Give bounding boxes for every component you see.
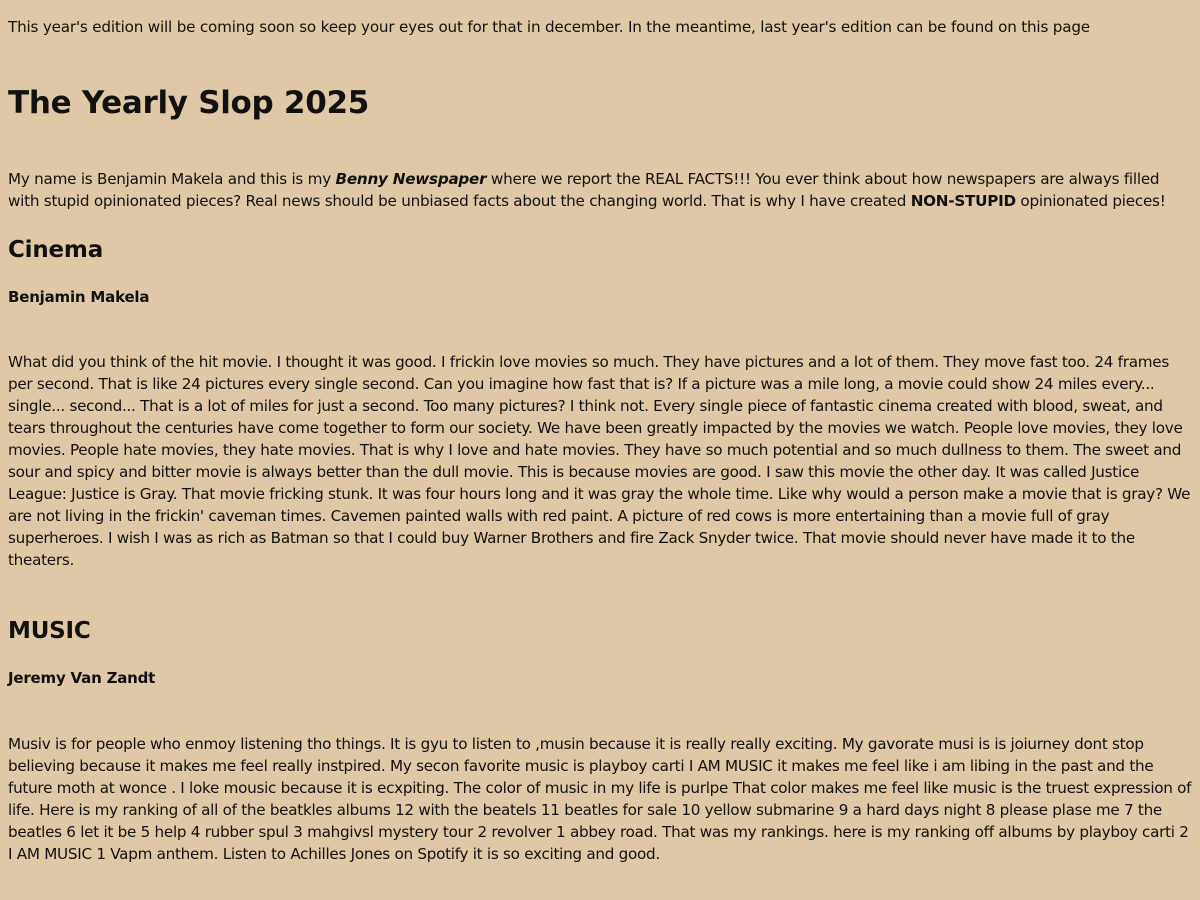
intro-text-3: opinionated pieces! bbox=[1015, 192, 1166, 210]
intro-emphasis: NON-STUPID bbox=[910, 192, 1016, 210]
intro-text-2: where we report the REAL FACTS!!! You ever think about how newspapers are always filled with stupid opinionated pieces? Real news should be unbiased facts about the changing world. That is why I have created bbox=[8, 170, 1160, 210]
intro-text-1: My name is Benjamin Makela and this is my bbox=[8, 170, 336, 188]
edition-notice: This year's edition will be coming soon so keep your eyes out for that in december. In the meantime, last year's edition can be found on this page bbox=[8, 18, 1090, 36]
page-title: The Yearly Slop 2025 bbox=[8, 85, 370, 121]
section-title-cinema: Cinema bbox=[8, 237, 104, 263]
article-author-cinema: Benjamin Makela bbox=[8, 288, 150, 306]
article-body-music: Musiv is for people who enmoy listening tho things. It is gyu to listen to ,musin because it is really really exciting. My gavorate musi is is joiurney dont stop believing because it makes me feel really instpired. My secon favorite music is playboy carti I AM MUSIC it makes me feel like i am libing in the past and the future moth at wonce . I loke mousic because it is ecxpiting. The color of music in my life is purlpe That color makes me feel like music is the truest expression of life. Here is my ranking of all of the beatkles albums 12 with the beatels 11 beatles for sale 10 yellow submarine 9 a hard days night 8 please plase me 7 the beatles 6 let it be 5 help 4 rubber spul 3 mahgivsl mystery tour 2 revolver 1 abbey road. That was my rankings. here is my ranking off albums by playboy carti 2 I AM MUSIC 1 Vapm anthem. Listen to Achilles Jones on Spotify it is so exciting and good. bbox=[8, 735, 1192, 863]
section-title-music: MUSIC bbox=[8, 618, 91, 644]
article-author-music: Jeremy Van Zandt bbox=[8, 669, 156, 687]
article-body-cinema: What did you think of the hit movie. I thought it was good. I frickin love movies so much. They have pictures and a lot of them. They move fast too. 24 frames per second. That is like 24 pictures every single second. Can you imagine how fast that is? If a picture was a mile long, a movie could show 24 miles every... single... second... That is a lot of miles for just a second. Too many pictures? I think not. Every single piece of fantastic cinema created with blood, sweat, and tears throughout the centuries have come together to form our society. We have been greatly impacted by the movies we watch. People love movies, they love movies. People hate movies, they hate movies. That is why I love and hate movies. They have so much potential and so much dullness to them. The sweet and sour and spicy and bitter movie is always better than the dull movie. This is because movies are good. I saw this movie the other day. It was called Justice League: Justice is Gray. That movie fricking stunk. It was four hours long and it was gray the whole time. Like why would a person make a movie that is gray? We are not living in the frickin' caveman times. Cavemen painted walls with red paint. A picture of red cows is more entertaining than a movie full of gray superheroes. I wish I was as rich as Batman so that I could buy Warner Brothers and fire Zack Snyder twice. That movie should never have made it to the theaters. bbox=[8, 353, 1191, 569]
intro-paragraph bbox=[8, 168, 1192, 212]
newspaper-name: Benny Newspaper bbox=[335, 170, 487, 188]
